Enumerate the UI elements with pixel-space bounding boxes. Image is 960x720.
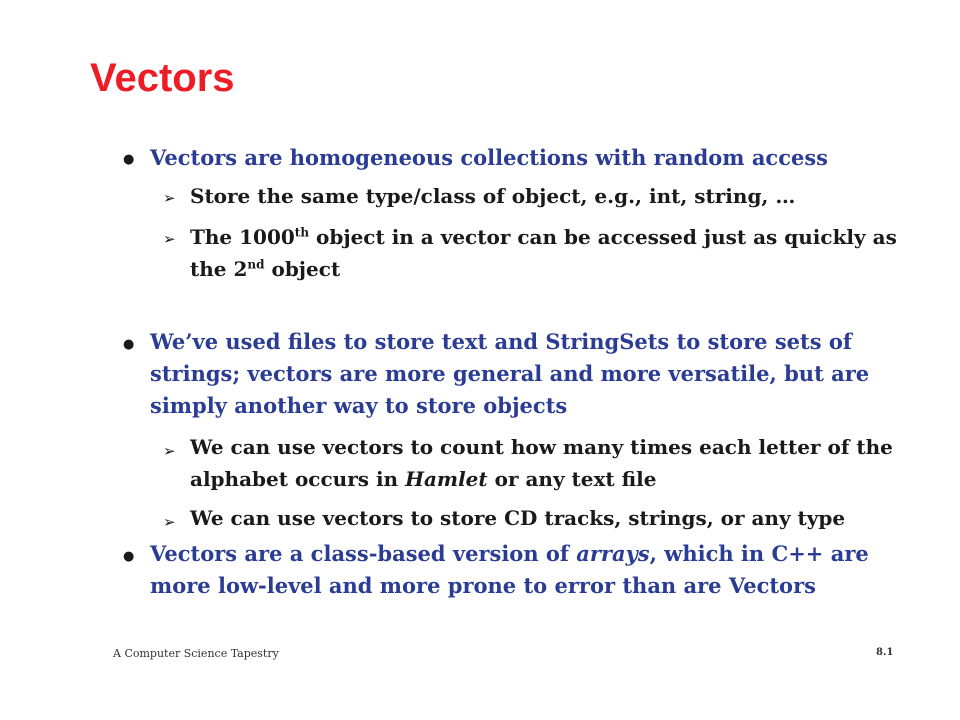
sub-3-part-b: or any text file [487, 467, 657, 491]
sub-bullet-3-text [190, 431, 930, 495]
bullet-3-emphasis: arrays [576, 541, 650, 566]
bullet-marker: ● [123, 152, 135, 167]
sub-bullet-marker: ➢ [163, 189, 176, 207]
sub-bullet-2-text [190, 221, 930, 285]
bullet-1-text: Vectors are homogeneous collections with random access [150, 145, 829, 170]
bullet-3-part-b: , which in C++ are more low-level and more prone to error than are Vectors [150, 541, 869, 598]
sub-2-part-c: object [264, 257, 341, 281]
slide-title: Vectors [90, 56, 235, 100]
sub-bullet-marker: ➢ [163, 230, 176, 248]
sub-bullet-4-text: We can use vectors to store CD tracks, strings, or any type [190, 506, 846, 530]
bullet-3-part-a: Vectors are a class-based version of [150, 541, 577, 566]
sub-2-sup-nd: nd [247, 257, 265, 272]
sub-bullet-marker: ➢ [163, 513, 176, 531]
footer-course-name: A Computer Science Tapestry [113, 647, 279, 660]
sub-3-part-a: We can use vectors to count how many times each letter of the alphabet occurs in [190, 435, 893, 491]
bullet-marker: ● [123, 337, 135, 352]
sub-3-emphasis: Hamlet [405, 467, 488, 491]
sub-2-part-b: object in a vector can be accessed just as quickly as the 2 [190, 225, 897, 281]
sub-bullet-1-text: Store the same type/class of object, e.g., int, string, … [190, 184, 796, 208]
bullet-marker: ● [123, 549, 135, 564]
bullet-3-text [150, 538, 930, 602]
sub-bullet-marker: ➢ [163, 442, 176, 460]
bullet-2-text: We’ve used files to store text and StringSets to store sets of strings; vectors are more general and more versatile, but are simply another way to store objects [150, 329, 870, 418]
sub-2-part-a: The 1000 [190, 225, 295, 249]
sub-2-sup-th: th [294, 225, 310, 240]
footer-page-number: 8.1 [876, 647, 894, 658]
